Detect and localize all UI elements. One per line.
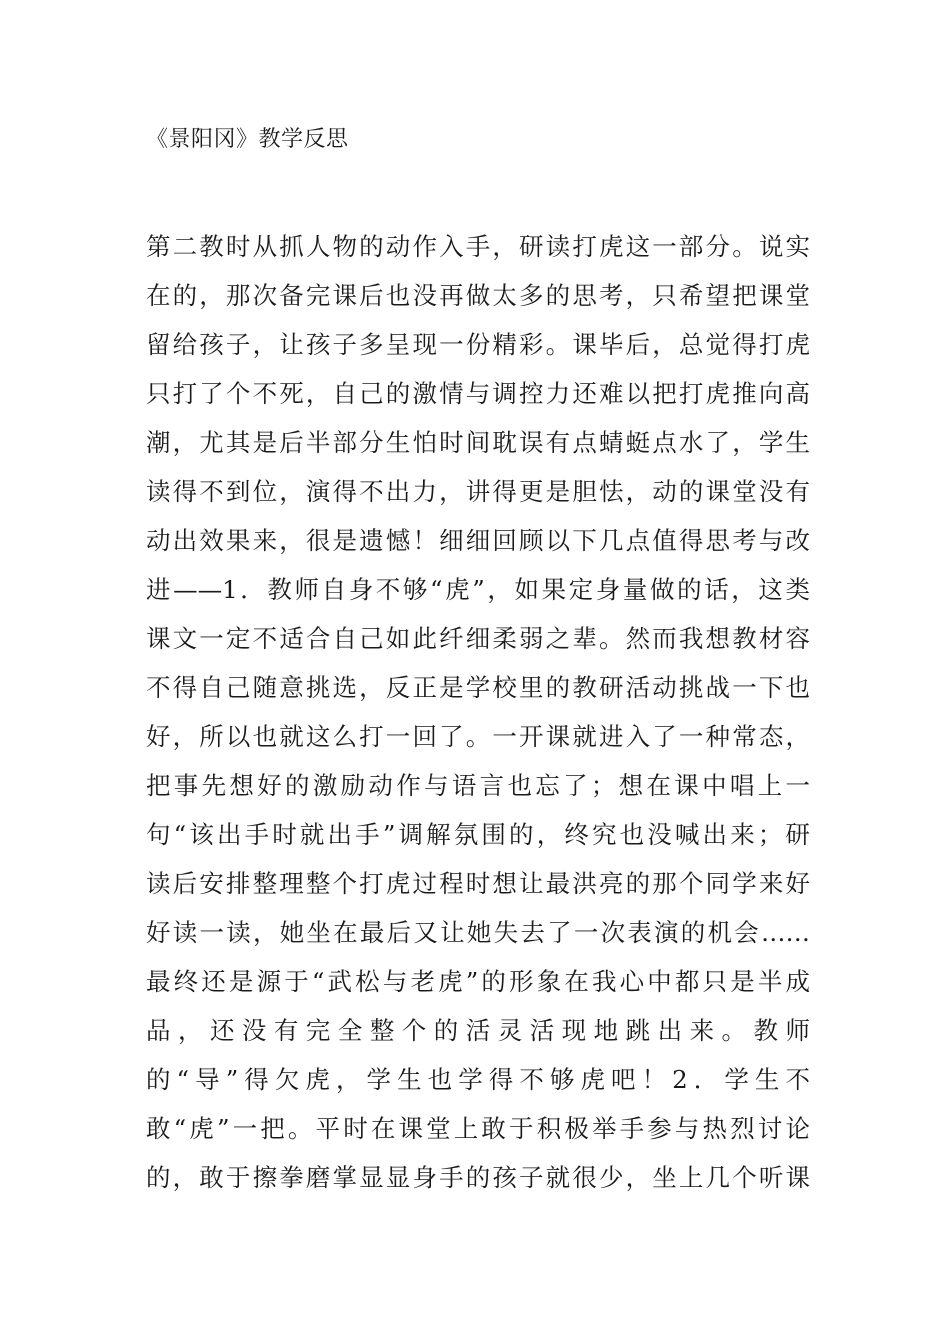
- text-line: 留给孩子，让孩子多呈现一份精彩。课毕后，总觉得打虎: [146, 330, 810, 359]
- text-line: 课文一定不适合自己如此纤细柔弱之辈。然而我想教材容: [146, 624, 810, 653]
- text-line: 进——1．教师自身不够“虎”，如果定身量做的话，这类: [146, 575, 810, 604]
- text-line: 敢“虎”一把。平时在课堂上敢于积极举手参与热烈讨论: [146, 1114, 810, 1143]
- text-line: 第二教时从抓人物的动作入手，研读打虎这一部分。说实: [146, 232, 810, 261]
- text-line: 潮，尤其是后半部分生怕时间耽误有点蜻蜓点水了，学生: [146, 428, 810, 457]
- text-line: 句“该出手时就出手”调解氛围的，终究也没喊出来；研: [146, 820, 810, 849]
- text-line: 不得自己随意挑选，反正是学校里的教研活动挑战一下也: [146, 673, 810, 702]
- text-line: 只打了个不死，自己的激情与调控力还难以把打虎推向高: [146, 379, 810, 408]
- document-title: 《景阳冈》教学反思: [146, 127, 349, 152]
- text-line: 动出效果来，很是遗憾！细细回顾以下几点值得思考与改: [146, 526, 810, 555]
- text-line: 品，还没有完全整个的活灵活现地跳出来。教师: [146, 1016, 810, 1045]
- text-line: 好读一读，她坐在最后又让她失去了一次表演的机会……: [146, 918, 810, 947]
- text-line: 好，所以也就这么打一回了。一开课就进入了一种常态，: [146, 722, 810, 751]
- document-body: [146, 222, 810, 1202]
- text-line: 读得不到位，演得不出力，讲得更是胆怯，动的课堂没有: [146, 477, 810, 506]
- text-line: 最终还是源于“武松与老虎”的形象在我心中都只是半成: [146, 967, 810, 996]
- text-line: 把事先想好的激励动作与语言也忘了；想在课中唱上一: [146, 771, 810, 800]
- text-line: 在的，那次备完课后也没再做太多的思考，只希望把课堂: [146, 281, 810, 310]
- text-line: 的，敢于擦拳磨掌显显身手的孩子就很少，坐上几个听课: [146, 1163, 810, 1192]
- text-line: 读后安排整理整个打虎过程时想让最洪亮的那个同学来好: [146, 869, 810, 898]
- text-line: 的“导”得欠虎，学生也学得不够虎吧！2．学生不: [146, 1065, 810, 1094]
